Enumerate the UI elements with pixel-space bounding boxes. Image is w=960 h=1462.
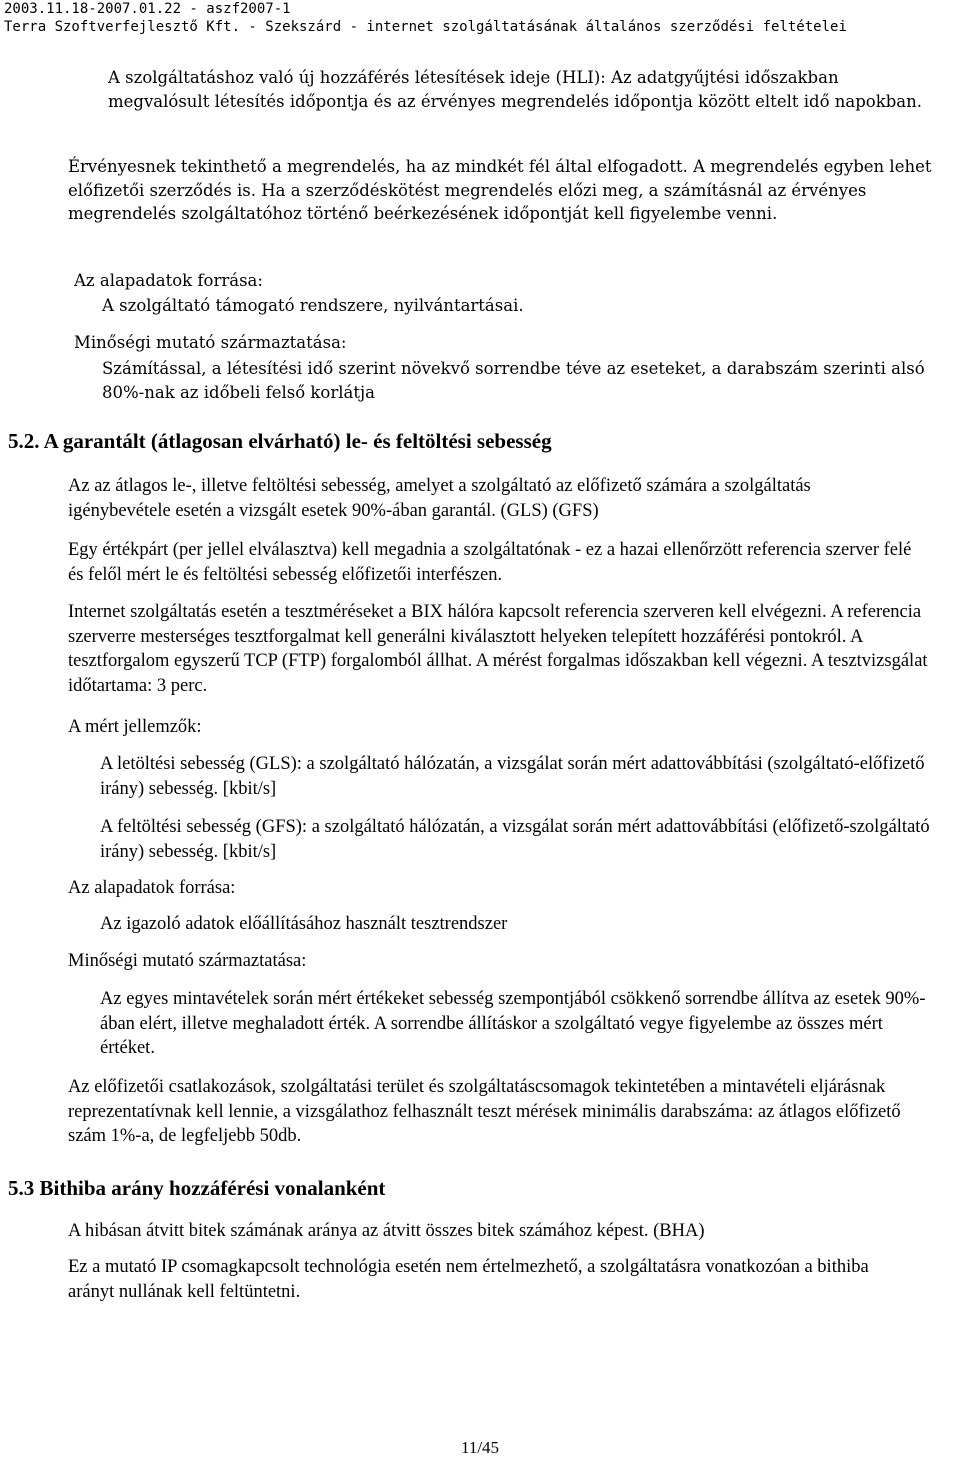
section-5-3-para-2: Ez a mutató IP csomagkapcsolt technológia esetén nem értelmezhető, a szolgáltatásra vonatkozóan a bithiba arányt nullának kell feltüntetni. xyxy=(68,1257,869,1302)
hli-validity: Érvényesnek tekinthető a megrendelés, ha az mindkét fél által elfogadott. A megrendelés egyben lehet előfizetői szerződés is. Ha a szerződéskötést megrendelés előzi meg, a számításnál az érvényes megrendelés szolgáltatóhoz történő beérkezésének időpontját kell figyelembe venni. xyxy=(68,157,932,224)
section-5-3-heading: 5.3 Bithiba arány hozzáférési vonalanként xyxy=(8,1176,386,1200)
hli-source-label: Az alapadatok forrása: xyxy=(74,271,263,290)
section-5-2-para-last: Az előfizetői csatlakozások, szolgáltatási terület és szolgáltatáscsomagok tekintetében a mintavételi eljárásnak reprezentatívnak kell lennie, a vizsgálathoz felhasznált teszt mérések minimális darabszáma: az átlagos előfizető szám 1%-a, de legfeljebb 50db. xyxy=(68,1077,901,1146)
section-5-3-para-1: A hibásan átvitt bitek számának aránya az átvitt összes bitek számához képest. (BHA) xyxy=(68,1221,705,1241)
hli-quality-label: Minőségi mutató származtatása: xyxy=(74,333,347,352)
section-5-2-heading: 5.2. A garantált (átlagosan elvárható) le- és feltöltési sebesség xyxy=(8,429,552,453)
section-5-2-para-1: Az az átlagos le-, illetve feltöltési sebesség, amelyet a szolgáltató az előfizető számára a szolgáltatás igénybevétele esetén a vizsgált esetek 90%-ában garantál. (GLS) (GFS) xyxy=(68,476,811,521)
hli-quality-value: Számítással, a létesítési idő szerint növekvő sorrendbe téve az eseteket, a darabszám szerinti alsó 80%-nak az időbeli felső korlátja xyxy=(102,359,925,402)
section-5-2-para-3: Internet szolgáltatás esetén a tesztméréseket a BIX hálóra kapcsolt referencia szerveren kell elvégezni. A referencia szerverre mesterséges tesztforgalmat kell generálni kiválasztott helyeken telepített hozzáférési pontokról. A tesztforgalom egyszerű TCP (FTP) forgalomból állhat. A mérést forgalmas időszakban kell végezni. A tesztvizsgálat időtartama: 3 perc. xyxy=(68,602,928,696)
gls-definition: A letöltési sebesség (GLS): a szolgáltató hálózatán, a vizsgálat során mért adattovábbítási (szolgáltató-előfizető irány) sebesség. [kbit/s] xyxy=(100,754,925,799)
hli-definition: A szolgáltatáshoz való új hozzáférés létesítések ideje (HLI): Az adatgyűjtési időszakban megvalósult létesítés időpontja és az érvényes megrendelés időpontja között eltelt idő napokban. xyxy=(108,68,922,111)
header-date-line: 2003.11.18-2007.01.22 - aszf2007-1 xyxy=(4,1,291,17)
source-value-2: Az igazoló adatok előállításához használt tesztrendszer xyxy=(100,914,508,934)
quality-value-2: Az egyes mintavételek során mért értékeket sebesség szempontjából csökkenő sorrendbe állítva az esetek 90%-ában elért, illetve meghaladott érték. A sorrendbe állításkor a szolgáltató vegye figyelembe az összes mért értéket. xyxy=(100,989,926,1058)
header-company-line: Terra Szoftverfejlesztő Kft. - Szekszárd - internet szolgáltatásának általános szerződési feltételei xyxy=(4,19,847,35)
page-number: 11/45 xyxy=(460,1438,500,1457)
section-5-2-para-2: Egy értékpárt (per jellel elválasztva) kell megadnia a szolgáltatónak - ez a hazai ellenőrzött referencia szerver felé és felől mért le és feltöltési sebesség előfizetői interfészen. xyxy=(68,540,912,585)
measured-label: A mért jellemzők: xyxy=(68,717,202,737)
source-label-2: Az alapadatok forrása: xyxy=(68,878,236,898)
hli-source-value: A szolgáltató támogató rendszere, nyilvántartásai. xyxy=(102,296,524,315)
gfs-definition: A feltöltési sebesség (GFS): a szolgáltató hálózatán, a vizsgálat során mért adattovábbítási (előfizető-szolgáltató irány) sebesség. [kbit/s] xyxy=(100,817,930,862)
quality-label-2: Minőségi mutató származtatása: xyxy=(68,951,307,971)
